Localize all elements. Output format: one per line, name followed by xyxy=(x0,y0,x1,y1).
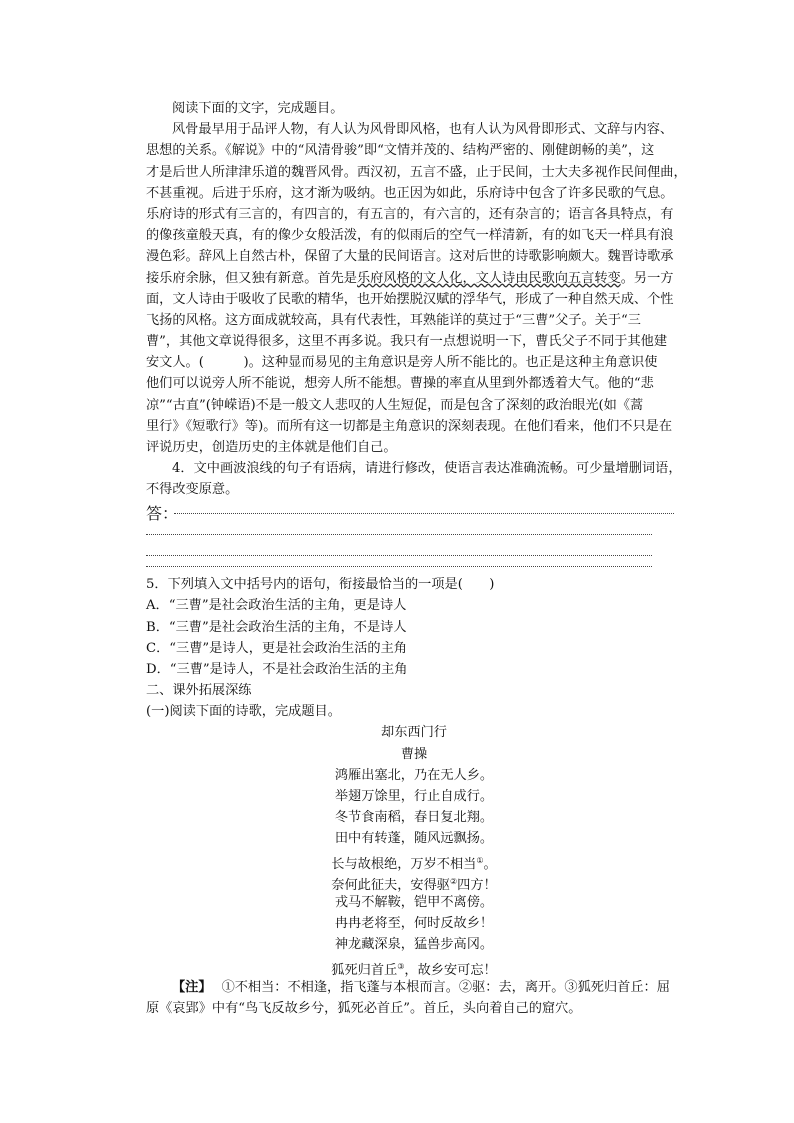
passage-line-blank: 安文人。( )。这种显而易见的主角意识是旁人所不能比的。也正是这种主角意识使 xyxy=(146,355,658,371)
passage-line: 乐府诗的形式有三言的，有四言的，有五言的，有六言的，还有杂言的；语言各具特点，有 xyxy=(146,206,674,222)
poem-line: 冬节食南稻，春日复北翔。 xyxy=(334,810,494,826)
passage-line: 曹”，其他文章说得很多，这里不再多说。我只有一点想说明一下，曹氏父子不同于其他建 xyxy=(146,334,668,350)
passage-line: 他们可以说旁人所不能说，想旁人所不能想。曹操的率直从里到外都透着大气。他的“悲 xyxy=(146,376,654,392)
option-a[interactable]: A．“三曹”是社会政治生活的主角，更是诗人 xyxy=(146,598,407,614)
poem-line-text: 狐死归首丘 xyxy=(331,962,398,978)
passage-line: 面，文人诗由于吸收了民歌的精华，也开始摆脱汉赋的浮华气，形成了一种自然天成、个性 xyxy=(146,291,674,307)
answer-line-3[interactable] xyxy=(146,543,682,564)
question-5-stem: 5．下列填入文中括号内的语句，衔接最恰当的一项是( ) xyxy=(146,577,495,593)
poem-line xyxy=(146,956,682,977)
passage-line: 凉”“古直”(钟嵘语)不是一般文人悲叹的人生短促，而是包含了深刻的政治眼光(如《蒿 xyxy=(146,397,644,413)
passage-line: 不甚重视。后进于乐府，这才渐为吸纳。也正因为如此，乐府诗中包含了许多民歌的气息。 xyxy=(146,185,674,201)
note-text-1: ①不相当：不相逢，指飞蓬与本根而言。②驱：去，离开。③狐死归首丘：屈 xyxy=(221,979,670,995)
poem-title: 却东西门行 xyxy=(381,725,447,741)
document-page xyxy=(146,98,687,1019)
section-heading: 二、课外拓展深练 xyxy=(146,683,252,699)
question-4-line1: 4．文中画波浪线的句子有语病，请进行修改，使语言表达准确流畅。可少量增删词语， xyxy=(172,461,682,477)
poem-line xyxy=(146,871,682,892)
poem-line-text: 奈何此征夫，安得驱 xyxy=(331,877,450,893)
passage-line: 飞扬的风格。这方面成就较高，具有代表性，耳熟能详的莫过于“三曹”父子。关于“三 xyxy=(146,312,641,328)
answer-dotted-line xyxy=(146,566,652,567)
passage xyxy=(146,119,687,458)
passage-line-wavy xyxy=(146,268,682,289)
answer-dotted-line xyxy=(146,555,652,556)
poem-line xyxy=(146,850,682,871)
wavy-underlined-sentence: 乐府风格的文人化，文人诗由民歌向五言转变 xyxy=(357,270,621,286)
passage-line: 才是后世人所津津乐道的魏晋风骨。西汉初，五言不盛，止于民间，士大夫多视作民间俚曲， xyxy=(146,164,687,180)
poem-line-end: 。 xyxy=(483,856,497,872)
passage-line: 里行》《短歌行》等)。而所有这一切都是主角意识的深刻表现。在他们看来，他们不只是在 xyxy=(146,418,673,434)
poem-line: 田中有转蓬，随风远飘扬。 xyxy=(334,831,494,847)
poem-line-end: 四方！ xyxy=(457,877,497,893)
notes-line-1 xyxy=(146,977,682,998)
option-d[interactable]: D．“三曹”是诗人，不是社会政治生活的主角 xyxy=(146,661,408,677)
passage-line: 风骨最早用于品评人物，有人认为风骨即风格，也有人认为风骨即形式、文辞与内容、 xyxy=(172,122,674,138)
poem-line-end: ，故乡安可忘！ xyxy=(404,962,497,978)
note-label: 【注】 xyxy=(172,979,212,995)
passage-line: 评说历史，创造历史的主体就是他们自己。 xyxy=(146,440,397,455)
option-c[interactable]: C．“三曹”是诗人，更是社会政治生活的主角 xyxy=(146,640,407,656)
answer-line-2[interactable] xyxy=(146,522,682,543)
notes-line-2: 原《哀郢》中有“鸟飞反故乡兮，狐死必首丘”。首丘，头向着自己的窟穴。 xyxy=(146,1000,582,1016)
answer-line-1[interactable] xyxy=(146,501,682,522)
passage-line: 的像孩童般天真，有的像少女般活泼，有的似雨后的空气一样清新，有的如飞天一样具有浪 xyxy=(146,228,674,244)
reading-instruction: 阅读下面的文字，完成题目。 xyxy=(172,101,344,116)
wavy-prefix: 接乐府余脉，但又独有新意。首先是 xyxy=(146,270,357,286)
poem-author: 曹操 xyxy=(400,746,428,762)
answer-label: 答： xyxy=(146,503,179,523)
poem-line: 举翅万馀里，行止自成行。 xyxy=(334,789,494,804)
poem-line: 鸿雁出塞北，乃在无人乡。 xyxy=(334,767,494,783)
poem-instruction: (一)阅读下面的诗歌，完成题目。 xyxy=(146,704,341,720)
wavy-suffix: 。另一方 xyxy=(620,270,674,286)
answer-dotted-line xyxy=(174,513,674,514)
poem-line: 戎马不解鞍，铠甲不离傍。 xyxy=(334,894,494,910)
poem-body xyxy=(146,765,682,977)
poem-line-text: 长与故根绝，万岁不相当 xyxy=(331,856,477,872)
passage-line: 漫色彩。辞风上自然古朴，保留了大量的民间语言。这对后世的诗歌影响颇大。魏晋诗歌承 xyxy=(146,249,674,265)
question-4-line2: 不得改变原意。 xyxy=(146,482,239,498)
note-marker-2: ② xyxy=(449,876,458,886)
passage-line: 思想的关系。《解说》中的“风清骨骏”即“文情并茂的、结构严密的、刚健朗畅的美”，这 xyxy=(146,143,655,159)
note-marker-3: ③ xyxy=(397,961,405,971)
answer-line-4[interactable] xyxy=(146,564,682,574)
poem-line: 冉冉老将至，何时反故乡！ xyxy=(334,916,494,932)
note-marker-1: ① xyxy=(476,855,484,865)
option-b[interactable]: B．“三曹”是社会政治生活的主角，不是诗人 xyxy=(146,619,407,635)
answer-dotted-line xyxy=(146,534,652,535)
poem-line: 神龙藏深泉，猛兽步高冈。 xyxy=(334,937,494,953)
